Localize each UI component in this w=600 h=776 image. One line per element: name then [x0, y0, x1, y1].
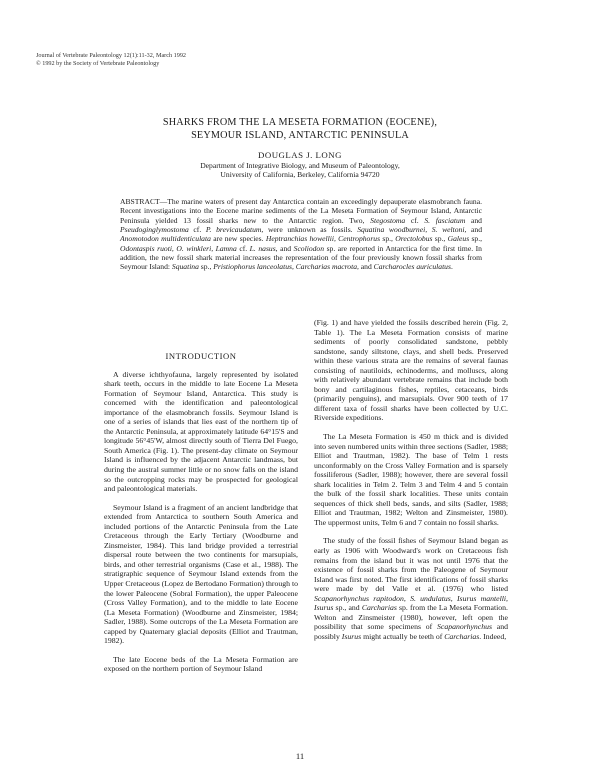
author-name: DOUGLAS J. LONG [258, 150, 342, 160]
copyright-line: © 1992 by the Society of Vertebrate Paleontology [36, 60, 160, 67]
affiliation-line-1: Department of Integrative Biology, and Museum of Paleontology, [200, 161, 400, 170]
intro-paragraph-2: Seymour Island is a fragment of an ancient landbridge that extended from Antarctica to southern South America and included portions of the Antarctic Peninsula from the Late Cretaceous through the Early Tertiary (Woodburne and Zinsmeister, 1984). This land bridge provided a terrestrial dispersal route between the two continents for marsupials, birds, and other terrestrial organisms (Case et al., 1988). The stratigraphic sequence of Seymour Island extends from the Upper Cretaceous (Lopez de Bertodano Formation) through to the lower Paleocene (Sobral Formation), the upper Paleocene (Cross Valley Formation), and to the middle to late Eocene (La Meseta Formation) (Woodburne and Zinsmeister, 1984; Sadler, 1988). Some outcrops of the La Meseta Formation are capped by Quaternary glacial deposits (Elliot and Trautman, 1982). [104, 502, 298, 646]
intro-paragraph-4: The La Meseta Formation is 450 m thick and is divided into seven numbered units within three sections (Sadler, 1988; Elliot and Trautman, 1982). The base of Telm 1 rests unconformably on the Cross Valley Formation and is sparsely fossiliferous (Sadler, 1988); however, there are several fossil shark localities in Telm 2. Telm 3 and Telm 4 and 5 contain the bulk of the fossil shark localities. These units contain sequences of thick shell beds, sands, and silts (Sadler, 1988; Elliot and Trautman, 1982; Welton and Zinsmeister, 1980). The uppermost units, Telm 6 and 7 contain no fossil sharks. [314, 432, 508, 527]
title-line-1: SHARKS FROM THE LA MESETA FORMATION (EOCENE), [162, 117, 438, 128]
author-block [140, 150, 460, 179]
intro-paragraph-3: The late Eocene beds of the La Meseta Formation are exposed on the northern portion of Seymour Island [104, 654, 298, 674]
intro-paragraph-5: The study of the fossil fishes of Seymour Island began as early as 1906 with Woodward's work on Cretaceous fish remains from the island but it was not until 1976 that the existence of fossil sharks from the Paleogene of Seymour Island was first noted. The first identifications of fossil sharks were made by del Valle et al. (1976) who listed Scapanorhynchus rapitodon, S. undulatus, Isurus mantelli, Isurus sp., and Carcharias sp. from the La Meseta Formation. Welton and Zinsmeister (1980), however, left open the possibility that some specimens of Scapanorhynchus and possibly Isurus might actually be teeth of Carcharias. Indeed, [314, 536, 508, 641]
title-line-2: SEYMOUR ISLAND, ANTARCTIC PENINSULA [191, 129, 409, 141]
left-column [104, 352, 298, 674]
intro-paragraph-3-continued: (Fig. 1) and have yielded the fossils described herein (Fig. 2, Table 1). The La Meseta Formation consists of marine sediments of poorly consolidated sandstone, pebbly sandstone, sandy siltstone, clays, and shell beds. Preserved within these various strata are the remains of several faunas consisting of nautiloids, echinoderms, and molluscs, along with relatively abundant vertebrate remains that include both bony and cartilaginous fishes, reptiles, cetaceans, birds (primarily penguins), and marsupials. Over 900 teeth of 17 different taxa of fossil sharks have been collected by U.C. Riverside expeditions. [314, 318, 508, 423]
article-title [100, 117, 500, 142]
affiliation-line-2: University of California, Berkeley, California 94720 [220, 170, 380, 180]
journal-header [36, 52, 186, 68]
abstract: ABSTRACT—The marine waters of present day Antarctica contain an exceedingly depauperate elasmobranch fauna. Recent investigations into the Eocene marine sediments of the La Meseta Formation of Seymour Island, Antarctic Peninsula yielded 13 fossil sharks new to the Antarctic region. Two, Stegostoma cf. S. fasciatum and Pseudoginglymostoma cf. P. brevicaudatum, were unknown as fossils. Squatina woodburnei, S. weltoni, and Anomotodon multidenticulata are new species. Heptranchias howellii, Centrophorus sp., Orectolobus sp., Galeus sp., Odontaspis ruoti, O. winkleri, Lamna cf. L. nasus, and Scoliodon sp. are reported in Antarctica for the first time. In addition, the new fossil shark material increases the representation of the four previously known fossil sharks from Seymour Island: Squatina sp., Pristiophorus lanceolatus, Carcharias macrota, and Carcharocles auriculatus. [120, 197, 483, 272]
intro-paragraph-1: A diverse ichthyofauna, largely represented by isolated shark teeth, occurs in the middle to late Eocene La Meseta Formation of Seymour Island, Antarctica. This study is concerned with the identification and paleontological importance of the elasmobranch fossils. Seymour Island is one of a series of islands that lies east of the northern tip of the Antarctic Peninsula, at approximately latitude 64°15'S and longitude 56°45'W, almost directly south of Tierra Del Fuego, South America (Fig. 1). The present-day climate on Seymour Island is influenced by the adjacent Antarctic landmass, but during the austral summer little or no snow falls on the island so the outcropping rocks may be prospected for geological and paleontological materials. [104, 369, 298, 494]
journal-citation: Journal of Vertebrate Paleontology 12(1):11-32, March 1992 [36, 52, 187, 59]
section-heading-introduction: INTRODUCTION [165, 351, 237, 361]
right-column [314, 318, 508, 642]
page-number: 11 [295, 751, 305, 761]
